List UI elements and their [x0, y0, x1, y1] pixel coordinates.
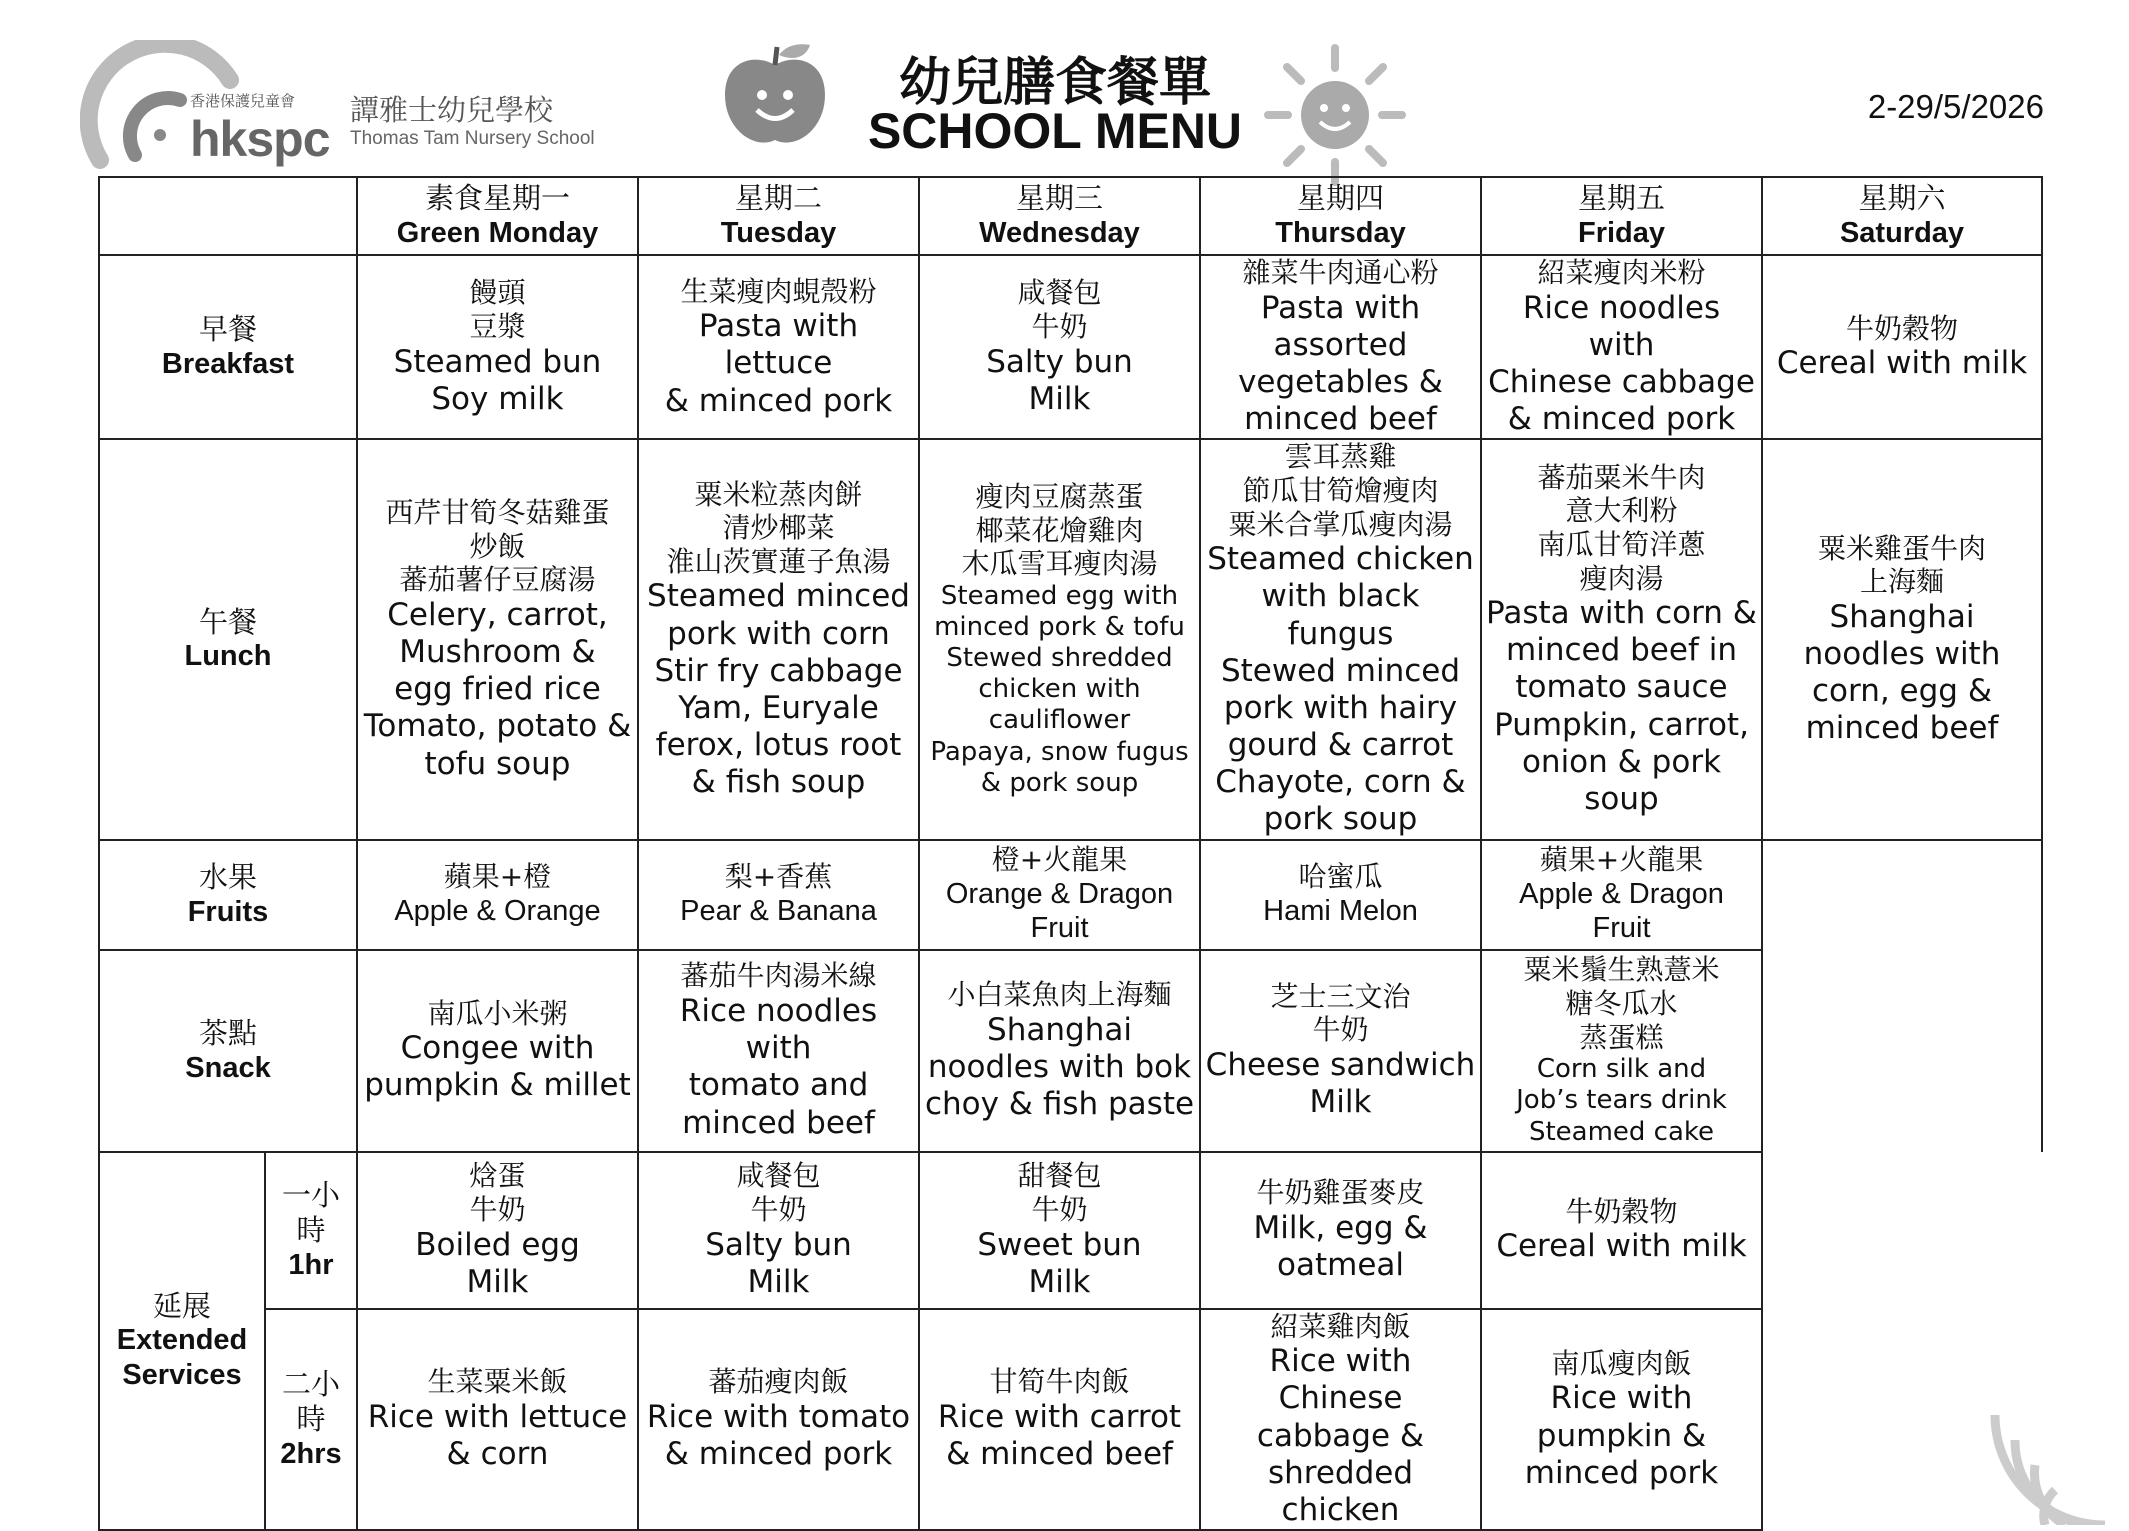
ext2-friday: 南瓜瘦肉飯 Rice with pumpkin & minced pork — [1481, 1309, 1762, 1531]
day-header-tuesday: 星期二 Tuesday — [638, 177, 919, 255]
fruits-monday: 蘋果+橙 Apple & Orange — [357, 840, 638, 950]
breakfast-monday: 饅頭 豆漿 Steamed bun Soy milk — [357, 255, 638, 439]
row-label-2hrs: 二小 時 2hrs — [265, 1309, 357, 1531]
menu-table — [98, 176, 2043, 1531]
ext1-wednesday: 甜餐包 牛奶 Sweet bun Milk — [919, 1152, 1200, 1309]
row-label-fruits: 水果 Fruits — [99, 840, 357, 950]
snack-row — [99, 950, 2042, 1152]
lunch-saturday: 粟米雞蛋牛肉 上海麵 Shanghai noodles with corn, egg & minced beef — [1762, 439, 2042, 839]
sun-icon — [1260, 40, 1410, 190]
snack-friday: 粟米鬚生熟薏米 糖冬瓜水 蒸蛋糕 Corn silk and Job’s tears drink Steamed cake — [1481, 950, 1762, 1152]
row-label-extended: 延展 Extended Services — [99, 1152, 265, 1531]
breakfast-thursday: 雜菜牛肉通心粉 Pasta with assorted vegetables & minced beef — [1200, 255, 1481, 439]
snack-wednesday: 小白菜魚肉上海麵 Shanghai noodles with bok choy & fish paste — [919, 950, 1200, 1152]
lunch-tuesday: 粟米粒蒸肉餅 清炒椰菜 淮山茨實蓮子魚湯 Steamed minced pork with corn Stir fry cabbage Yam, Euryale ferox, lotus root & fish soup — [638, 439, 919, 839]
menu-date-range: 2-29/5/2026 — [1867, 88, 2044, 125]
lunch-friday: 蕃茄粟米牛肉 意大利粉 南瓜甘筍洋蔥 瘦肉湯 Pasta with corn & minced beef in tomato sauce Pumpkin, carrot, onion & pork soup — [1481, 439, 1762, 839]
school-english-name: Thomas Tam Nursery School — [350, 128, 595, 149]
fruits-thursday: 哈蜜瓜 Hami Melon — [1200, 840, 1481, 950]
snack-thursday: 芝士三文治 牛奶 Cheese sandwich Milk — [1200, 950, 1481, 1152]
ext1-saturday-empty — [1762, 1152, 2042, 1309]
breakfast-row — [99, 255, 2042, 439]
org-chinese-name: 香港保護兒童會 — [190, 92, 296, 110]
school-chinese-name: 譚雅士幼兒學校 — [350, 93, 554, 127]
fruits-friday: 蘋果+火龍果 Apple & Dragon Fruit — [1481, 840, 1762, 950]
ext1-friday: 牛奶穀物 Cereal with milk — [1481, 1152, 1762, 1309]
extended-1hr-row — [99, 1152, 2042, 1309]
breakfast-friday: 紹菜瘦肉米粉 Rice noodles with Chinese cabbage & minced pork — [1481, 255, 1762, 439]
spiral-decoration-icon — [1945, 1385, 2115, 1525]
apple-icon — [715, 35, 835, 155]
day-header-wednesday: 星期三 Wednesday — [919, 177, 1200, 255]
day-header-thursday: 星期四 Thursday — [1200, 177, 1481, 255]
breakfast-tuesday: 生菜瘦肉蜆殼粉 Pasta with lettuce & minced pork — [638, 255, 919, 439]
row-label-snack: 茶點 Snack — [99, 950, 357, 1152]
org-english-name: hkspc — [190, 111, 330, 167]
fruits-tuesday: 梨+香蕉 Pear & Banana — [638, 840, 919, 950]
day-header-friday: 星期五 Friday — [1481, 177, 1762, 255]
lunch-thursday: 雲耳蒸雞 節瓜甘筍燴瘦肉 粟米合掌瓜瘦肉湯 Steamed chicken with black fungus Stewed minced pork with hairy gourd & carrot Chayote, corn & pork soup — [1200, 439, 1481, 839]
day-header-saturday: 星期六 Saturday — [1762, 177, 2042, 255]
ext1-tuesday: 咸餐包 牛奶 Salty bun Milk — [638, 1152, 919, 1309]
ext2-tuesday: 蕃茄瘦肉飯 Rice with tomato & minced pork — [638, 1309, 919, 1531]
corner-cell — [99, 177, 357, 255]
row-label-breakfast: 早餐 Breakfast — [99, 255, 357, 439]
ext1-monday: 焓蛋 牛奶 Boiled egg Milk — [357, 1152, 638, 1309]
breakfast-wednesday: 咸餐包 牛奶 Salty bun Milk — [919, 255, 1200, 439]
fruits-saturday-empty — [1762, 840, 2042, 950]
header-row — [99, 177, 2042, 255]
fruits-wednesday: 橙+火龍果 Orange & Dragon Fruit — [919, 840, 1200, 950]
snack-tuesday: 蕃茄牛肉湯米線 Rice noodles with tomato and minced beef — [638, 950, 919, 1152]
lunch-wednesday: 瘦肉豆腐蒸蛋 椰菜花燴雞肉 木瓜雪耳瘦肉湯 Steamed egg with minced pork & tofu Stewed shredded chicken with cauliflower Papaya, snow fugus & pork soup — [919, 439, 1200, 839]
row-label-lunch: 午餐 Lunch — [99, 439, 357, 839]
snack-monday: 南瓜小米粥 Congee with pumpkin & millet — [357, 950, 638, 1152]
snack-saturday-empty — [1762, 950, 2042, 1152]
lunch-monday: 西芹甘筍冬菇雞蛋 炒飯 蕃茄薯仔豆腐湯 Celery, carrot, Mushroom & egg fried rice Tomato, potato & tofu soup — [357, 439, 638, 839]
ext2-monday: 生菜粟米飯 Rice with lettuce & corn — [357, 1309, 638, 1531]
row-label-1hr: 一小 時 1hr — [265, 1152, 357, 1309]
ext1-thursday: 牛奶雞蛋麥皮 Milk, egg & oatmeal — [1200, 1152, 1481, 1309]
fruits-row — [99, 840, 2042, 950]
page-title-english: SCHOOL MENU — [867, 103, 1243, 159]
page-title-chinese: 幼兒膳食餐單 — [898, 53, 1211, 113]
day-header-monday: 素食星期一 Green Monday — [357, 177, 638, 255]
lunch-row — [99, 439, 2042, 839]
ext2-wednesday: 甘筍牛肉飯 Rice with carrot & minced beef — [919, 1309, 1200, 1531]
breakfast-saturday: 牛奶穀物 Cereal with milk — [1762, 255, 2042, 439]
extended-2hr-row — [99, 1309, 2042, 1531]
ext2-thursday: 紹菜雞肉飯 Rice with Chinese cabbage & shredded chicken — [1200, 1309, 1481, 1531]
